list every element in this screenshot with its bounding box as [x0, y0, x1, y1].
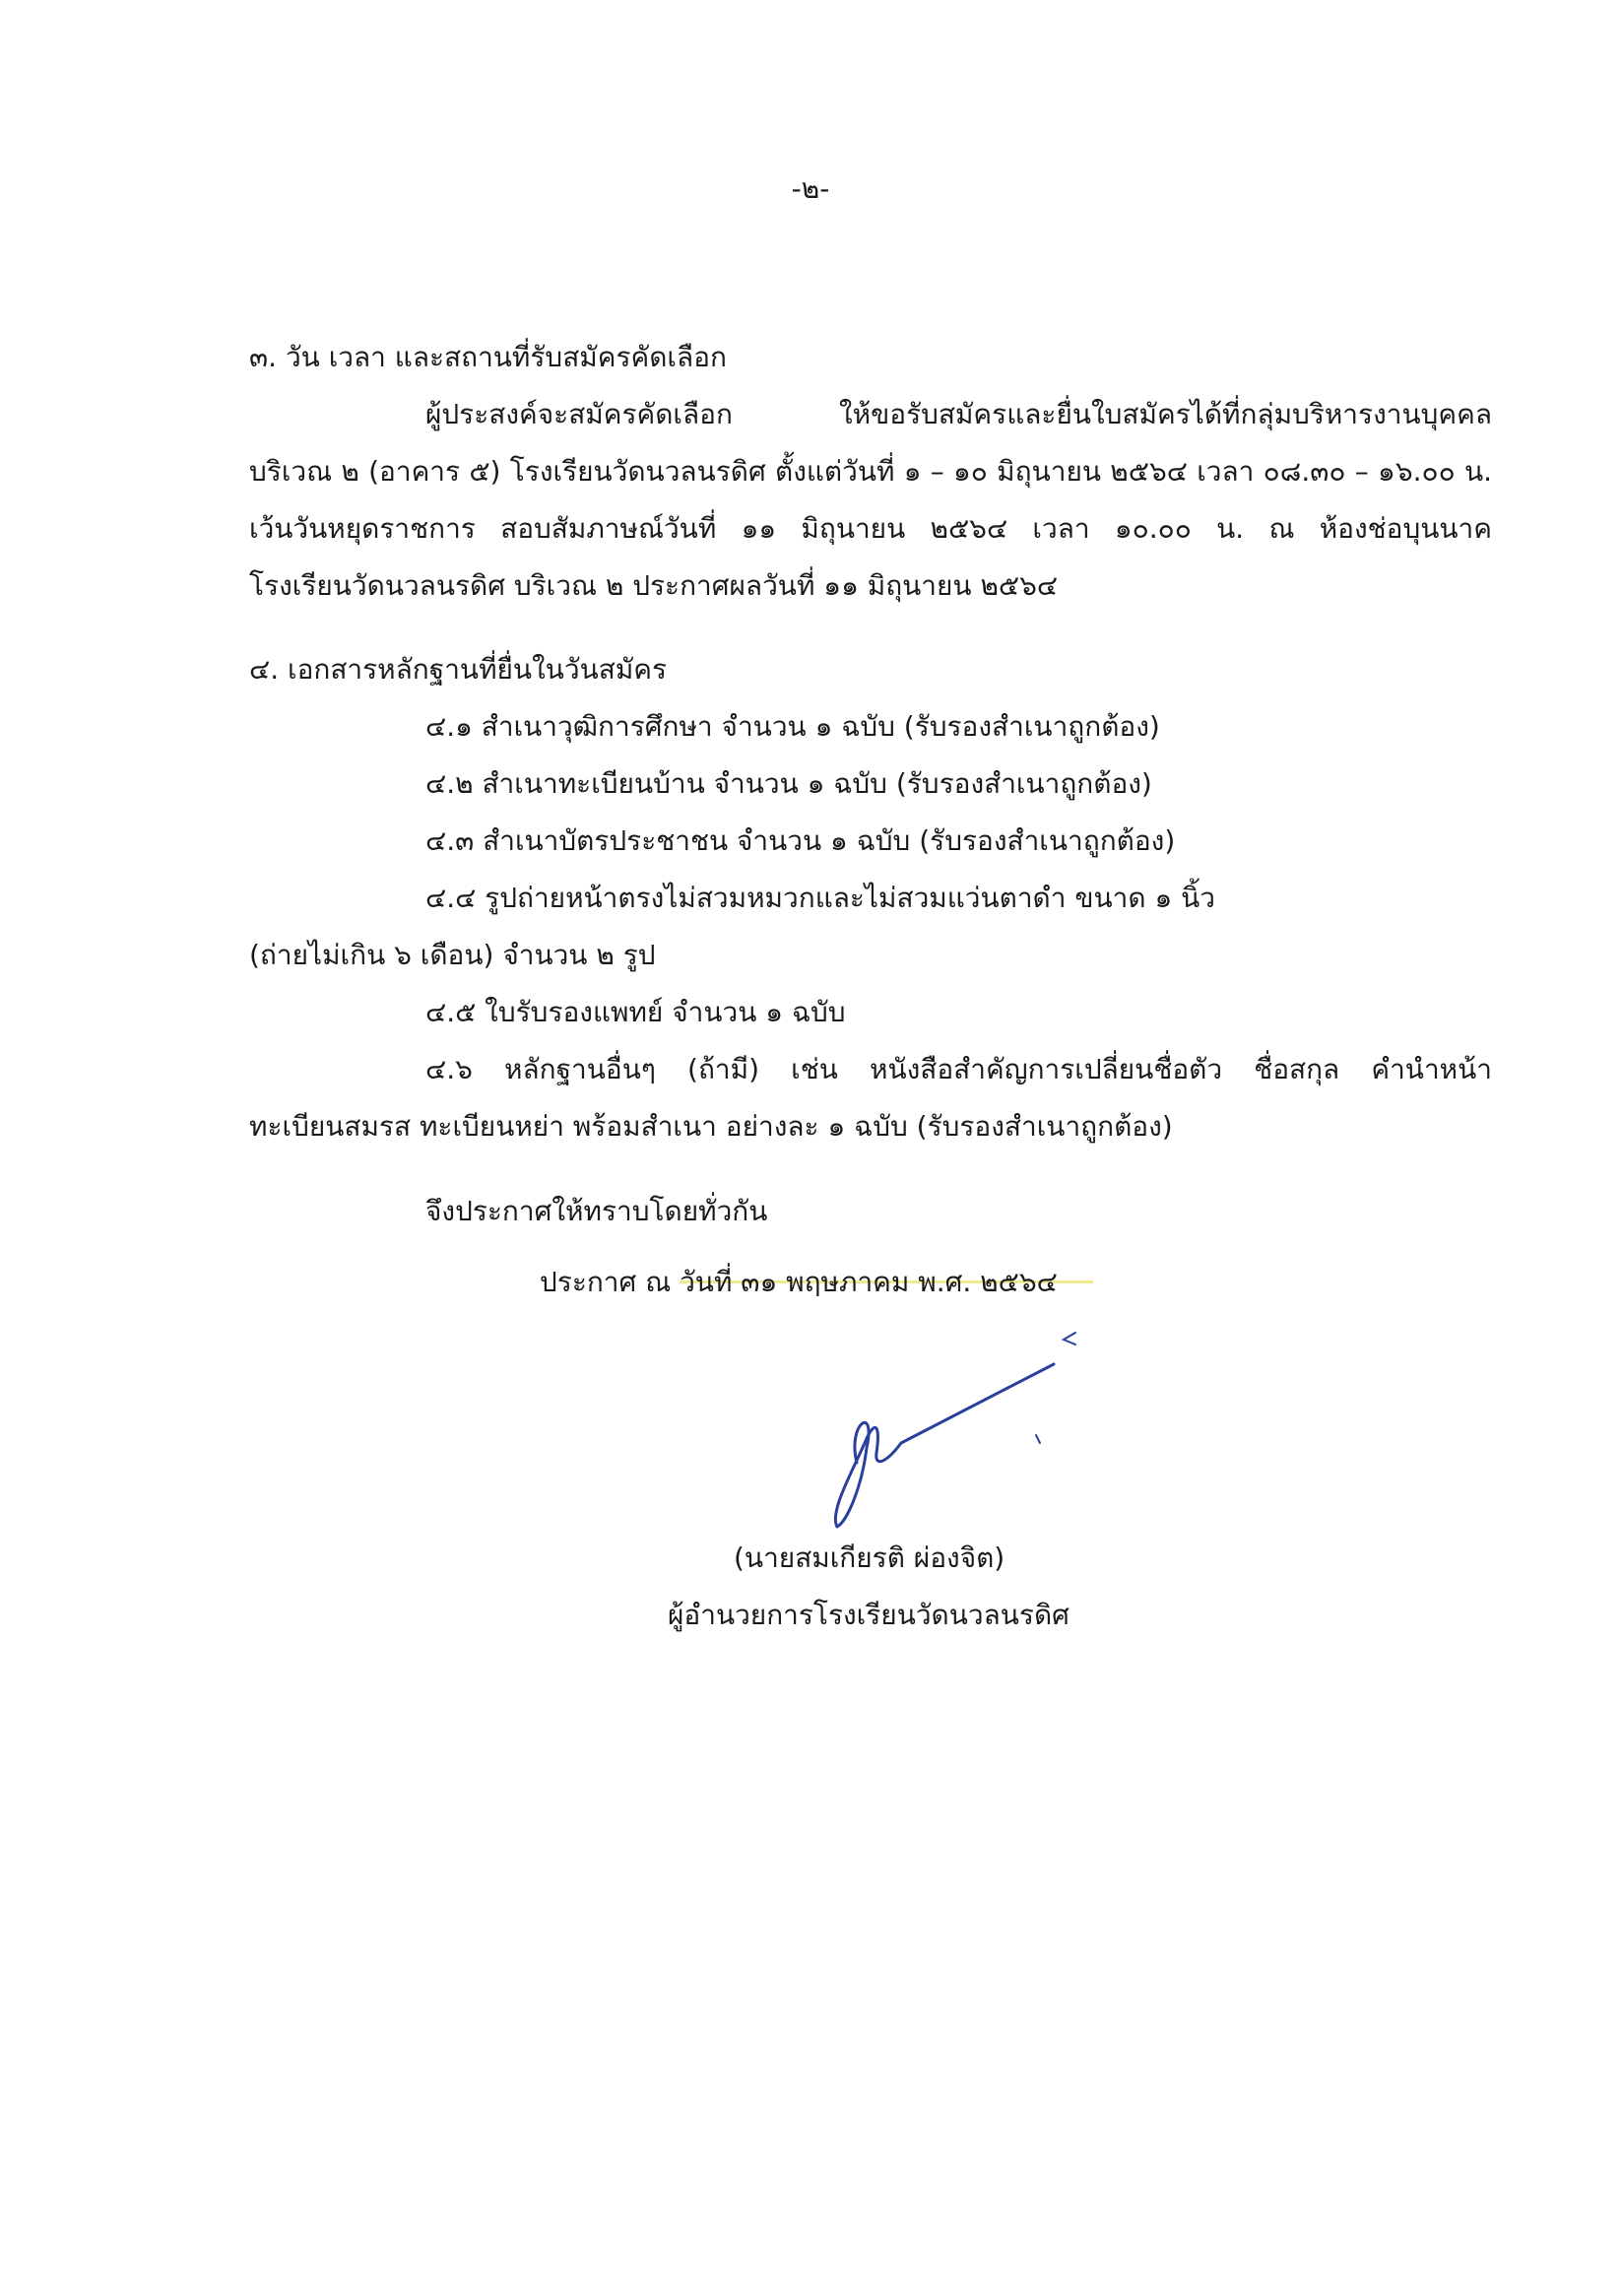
signature-image — [808, 1325, 1103, 1551]
section3-line-4: โรงเรียนวัดนวลนรดิศ บริเวณ ๒ ประกาศผลวันที่ ๑๑ มิถุนายน ๒๕๖๔ — [249, 569, 1059, 602]
closing-text: จึงประกาศให้ทราบโดยทั่วกัน — [425, 1195, 768, 1227]
section4-item-5: ๔.๕ ใบรับรองแพทย์ จำนวน ๑ ฉบับ — [425, 996, 846, 1028]
section4-item-3: ๔.๓ สำเนาบัตรประชาชน จำนวน ๑ ฉบับ (รับรองสำเนาถูกต้อง) — [425, 824, 1176, 857]
page-number: -๒- — [791, 172, 830, 205]
section3-line-2: บริเวณ ๒ (อาคาร ๕) โรงเรียนวัดนวลนรดิศ ตั้งแต่วันที่ ๑ – ๑๐ มิถุนายน ๒๕๖๔ เวลา ๐๘.๓๐ – ๑๖.๐๐ น. — [249, 455, 1492, 488]
section4-item-6: ๔.๖ หลักฐานอื่นๆ (ถ้ามี) เช่น หนังสือสำคัญการเปลี่ยนชื่อตัว ชื่อสกุล คำนำหน้า — [425, 1053, 1492, 1085]
section4-item-6-cont: ทะเบียนสมรส ทะเบียนหย่า พร้อมสำเนา อย่างละ ๑ ฉบับ (รับรองสำเนาถูกต้อง) — [249, 1110, 1173, 1143]
section3-line-1: ผู้ประสงค์จะสมัครคัดเลือก ให้ขอรับสมัครและยื่นใบสมัครได้ที่กลุ่มบริหารงานบุคคล — [425, 398, 1492, 430]
section4-item-4-cont: (ถ่ายไม่เกิน ๖ เดือน) จำนวน ๒ รูป — [249, 939, 656, 971]
section4-item-4: ๔.๔ รูปถ่ายหน้าตรงไม่สวมหมวกและไม่สวมแว่นตาดำ ขนาด ๑ นิ้ว — [425, 882, 1215, 914]
section4-item-1: ๔.๑ สำเนาวุฒิการศึกษา จำนวน ๑ ฉบับ (รับรองสำเนาถูกต้อง) — [425, 710, 1160, 743]
signer-title: ผู้อำนวยการโรงเรียนวัดนวลนรดิศ — [668, 1599, 1070, 1631]
section3-line-3: เว้นวันหยุดราชการ สอบสัมภาษณ์วันที่ ๑๑ มิถุนายน ๒๕๖๔ เวลา ๑๐.๐๐ น. ณ ห้องช่อบุนนาค — [249, 512, 1492, 545]
announce-date: ประกาศ ณ วันที่ ๓๑ พฤษภาคม พ.ศ. ๒๕๖๔ — [540, 1266, 1058, 1298]
section4-heading: ๔. เอกสารหลักฐานที่ยื่นในวันสมัคร — [249, 653, 668, 686]
section3-heading: ๓. วัน เวลา และสถานที่รับสมัครคัดเลือก — [249, 341, 727, 373]
section4-item-2: ๔.๒ สำเนาทะเบียนบ้าน จำนวน ๑ ฉบับ (รับรองสำเนาถูกต้อง) — [425, 767, 1152, 800]
signer-name: (นายสมเกียรติ ผ่องจิต) — [734, 1542, 1005, 1574]
